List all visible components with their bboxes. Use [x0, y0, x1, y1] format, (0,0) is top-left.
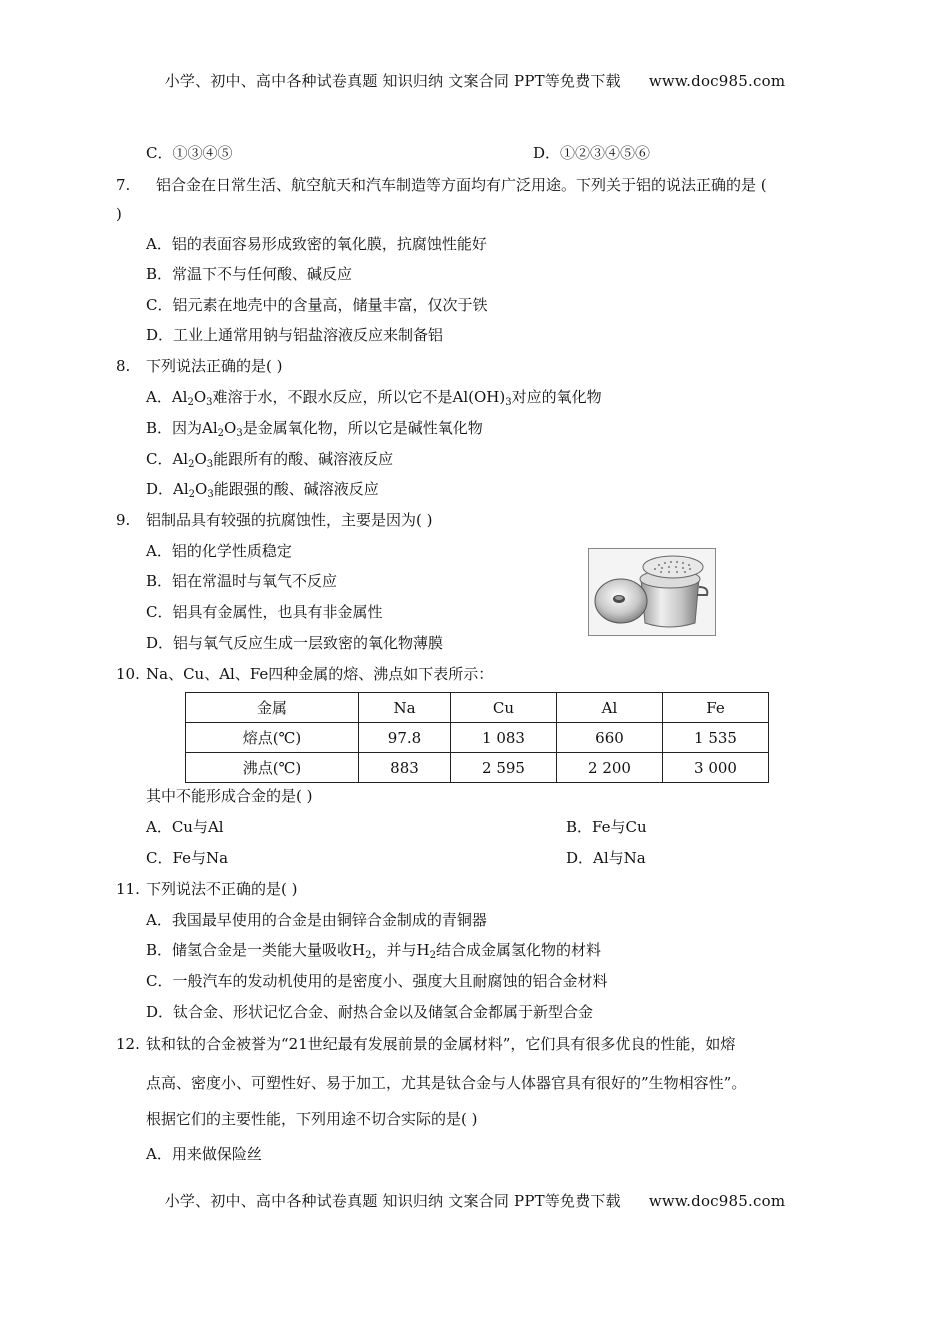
table-cell: 3 000: [663, 753, 769, 783]
table-header-cell: 金属: [186, 693, 359, 723]
q8-a-sub: 2: [187, 397, 194, 408]
q8-c-sub: 3: [206, 459, 214, 470]
q9-stem: [116, 510, 432, 530]
table-header-cell: Al: [557, 693, 663, 723]
q11-b-sub: 2: [429, 950, 436, 961]
q8-b-sub: 2: [217, 428, 225, 439]
q8-option-d: [146, 479, 379, 499]
q12-stem-line1: [116, 1034, 735, 1054]
q8-b-part: O: [224, 419, 237, 437]
table-header-cell: Fe: [663, 693, 769, 723]
footer-url[interactable]: www.doc985.com: [648, 1192, 786, 1210]
aluminum-pot-image: [588, 548, 716, 636]
table-cell: 1 535: [663, 723, 769, 753]
page-footer: [0, 1190, 950, 1211]
header-url[interactable]: www.doc985.com: [648, 72, 786, 90]
table-cell: 660: [557, 723, 663, 753]
q10-stem: [116, 664, 493, 684]
aluminum-pot-icon: [589, 549, 715, 635]
table-cell: 97.8: [359, 723, 451, 753]
q8-a-part: 对应的氧化物: [511, 388, 602, 406]
q8-b-part: B．因为Al: [146, 419, 218, 437]
q10-option-b: B．Fe与Cu: [566, 818, 647, 836]
q11-option-d: D．钛合金、形状记忆合金、耐热合金以及储氢合金都属于新型合金: [146, 1003, 594, 1021]
q12-number: 12.: [116, 1035, 140, 1053]
table-row: [186, 753, 769, 783]
q8-c-sub: 2: [188, 459, 195, 470]
q8-option-c: [146, 449, 393, 469]
table-header-row: [186, 693, 769, 723]
q9-option-b: B．铝在常温时与氧气不反应: [146, 572, 338, 590]
q8-b-sub: 3: [236, 428, 243, 439]
q6-option-c: C．①③④⑤: [146, 144, 233, 162]
q8-d-part: D．Al: [146, 480, 189, 498]
q9-number: 9.: [116, 511, 131, 529]
table-header-cell: Na: [359, 693, 451, 723]
table-cell: 883: [359, 753, 451, 783]
q8-c-part: O: [194, 450, 207, 468]
q8-a-sub: 3: [206, 397, 213, 408]
q9-stem-text: 铝制品具有较强的抗腐蚀性，主要是因为( ): [146, 511, 433, 529]
table-header-cell: Cu: [451, 693, 557, 723]
q7-number: 7.: [116, 176, 131, 194]
q11-stem-text: 下列说法不正确的是( ): [146, 880, 298, 898]
q7-option-d: D．工业上通常用钠与铝盐溶液反应来制备铝: [146, 326, 444, 344]
q10-option-a: A．Cu与Al: [146, 818, 224, 836]
q8-a-sub: 3: [505, 397, 512, 408]
q8-d-part: O: [195, 480, 208, 498]
q8-c-part: 能跟所有的酸、碱溶液反应: [213, 450, 394, 468]
table-cell: 沸点(℃): [186, 753, 359, 783]
q9-option-d: D．铝与氧气反应生成一层致密的氧化物薄膜: [146, 634, 444, 652]
q7-option-b: B．常温下不与任何酸、碱反应: [146, 265, 353, 283]
q8-option-b: [146, 418, 483, 438]
q10-number: 10.: [116, 665, 140, 683]
q8-d-sub: 3: [207, 489, 214, 500]
q12-line3: 根据它们的主要性能，下列用途不切合实际的是( ): [146, 1110, 478, 1128]
q6-option-d: D．①②③④⑤⑥: [533, 144, 651, 162]
q9-option-a: A．铝的化学性质稳定: [146, 542, 292, 560]
q7-option-c: C．铝元素在地壳中的含量高，储量丰富，仅次于铁: [146, 296, 488, 314]
q8-c-part: C．Al: [146, 450, 189, 468]
table-cell: 2 595: [451, 753, 557, 783]
q8-option-a: [146, 387, 602, 407]
q8-a-part: 难溶于水，不跟水反应，所以它不是Al(OH): [212, 388, 506, 406]
q11-b-part: ，并与H: [371, 941, 430, 959]
q9-option-c: C．铝具有金属性，也具有非金属性: [146, 603, 383, 621]
q11-stem: [116, 879, 297, 899]
table-cell: 2 200: [557, 753, 663, 783]
q11-b-part: 结合成金属氢化物的材料: [435, 941, 601, 959]
q8-d-part: 能跟强的酸、碱溶液反应: [213, 480, 379, 498]
q10-follow: 其中不能形成合金的是( ): [146, 787, 313, 805]
q7-stem: [116, 175, 767, 195]
q11-b-part: B．储氢合金是一类能大量吸收H: [146, 941, 366, 959]
metal-properties-table: [185, 692, 769, 783]
q10-option-d: D．Al与Na: [566, 849, 646, 867]
q8-stem-text: 下列说法正确的是( ): [146, 357, 283, 375]
q11-number: 11.: [116, 880, 140, 898]
q11-option-c: C．一般汽车的发动机使用的是密度小、强度大且耐腐蚀的铝合金材料: [146, 972, 608, 990]
footer-text: 小学、初中、高中各种试卷真题 知识归纳 文案合同 PPT等免费下载: [164, 1192, 621, 1210]
q8-b-part: 是金属氧化物，所以它是碱性氧化物: [242, 419, 483, 437]
q7-stem-end: ): [116, 205, 122, 223]
header-text: 小学、初中、高中各种试卷真题 知识归纳 文案合同 PPT等免费下载: [164, 72, 621, 90]
q11-option-b: [146, 940, 601, 960]
table-row: [186, 723, 769, 753]
q8-stem: [116, 356, 282, 376]
q8-number: 8.: [116, 357, 131, 375]
q12-option-a: A．用来做保险丝: [146, 1145, 262, 1163]
q12-line2: 点高、密度小、可塑性好、易于加工，尤其是钛合金与人体器官具有很好的”生物相容性”。: [146, 1074, 747, 1092]
q8-a-part: O: [193, 388, 207, 406]
q8-d-sub: 2: [188, 489, 196, 500]
q11-option-a: A．我国最早使用的合金是由铜锌合金制成的青铜器: [146, 911, 487, 929]
q7-option-a: A．铝的表面容易形成致密的氧化膜，抗腐蚀性能好: [146, 235, 487, 253]
table-cell: 熔点(℃): [186, 723, 359, 753]
page-header: [0, 70, 950, 91]
q8-a-part: A．Al: [146, 388, 188, 406]
q10-stem-text: Na、Cu、Al、Fe四种金属的熔、沸点如下表所示：: [146, 665, 494, 683]
q7-stem-text: 铝合金在日常生活、航空航天和汽车制造等方面均有广泛用途。下列关于铝的说法正确的是 (: [156, 176, 767, 194]
q11-b-sub: 2: [365, 950, 372, 961]
table-cell: 1 083: [451, 723, 557, 753]
q10-option-c: C．Fe与Na: [146, 849, 229, 867]
q12-line1: 钛和钛的合金被誉为“21世纪最有发展前景的金属材料”，它们具有很多优良的性能，如熔: [146, 1035, 736, 1053]
